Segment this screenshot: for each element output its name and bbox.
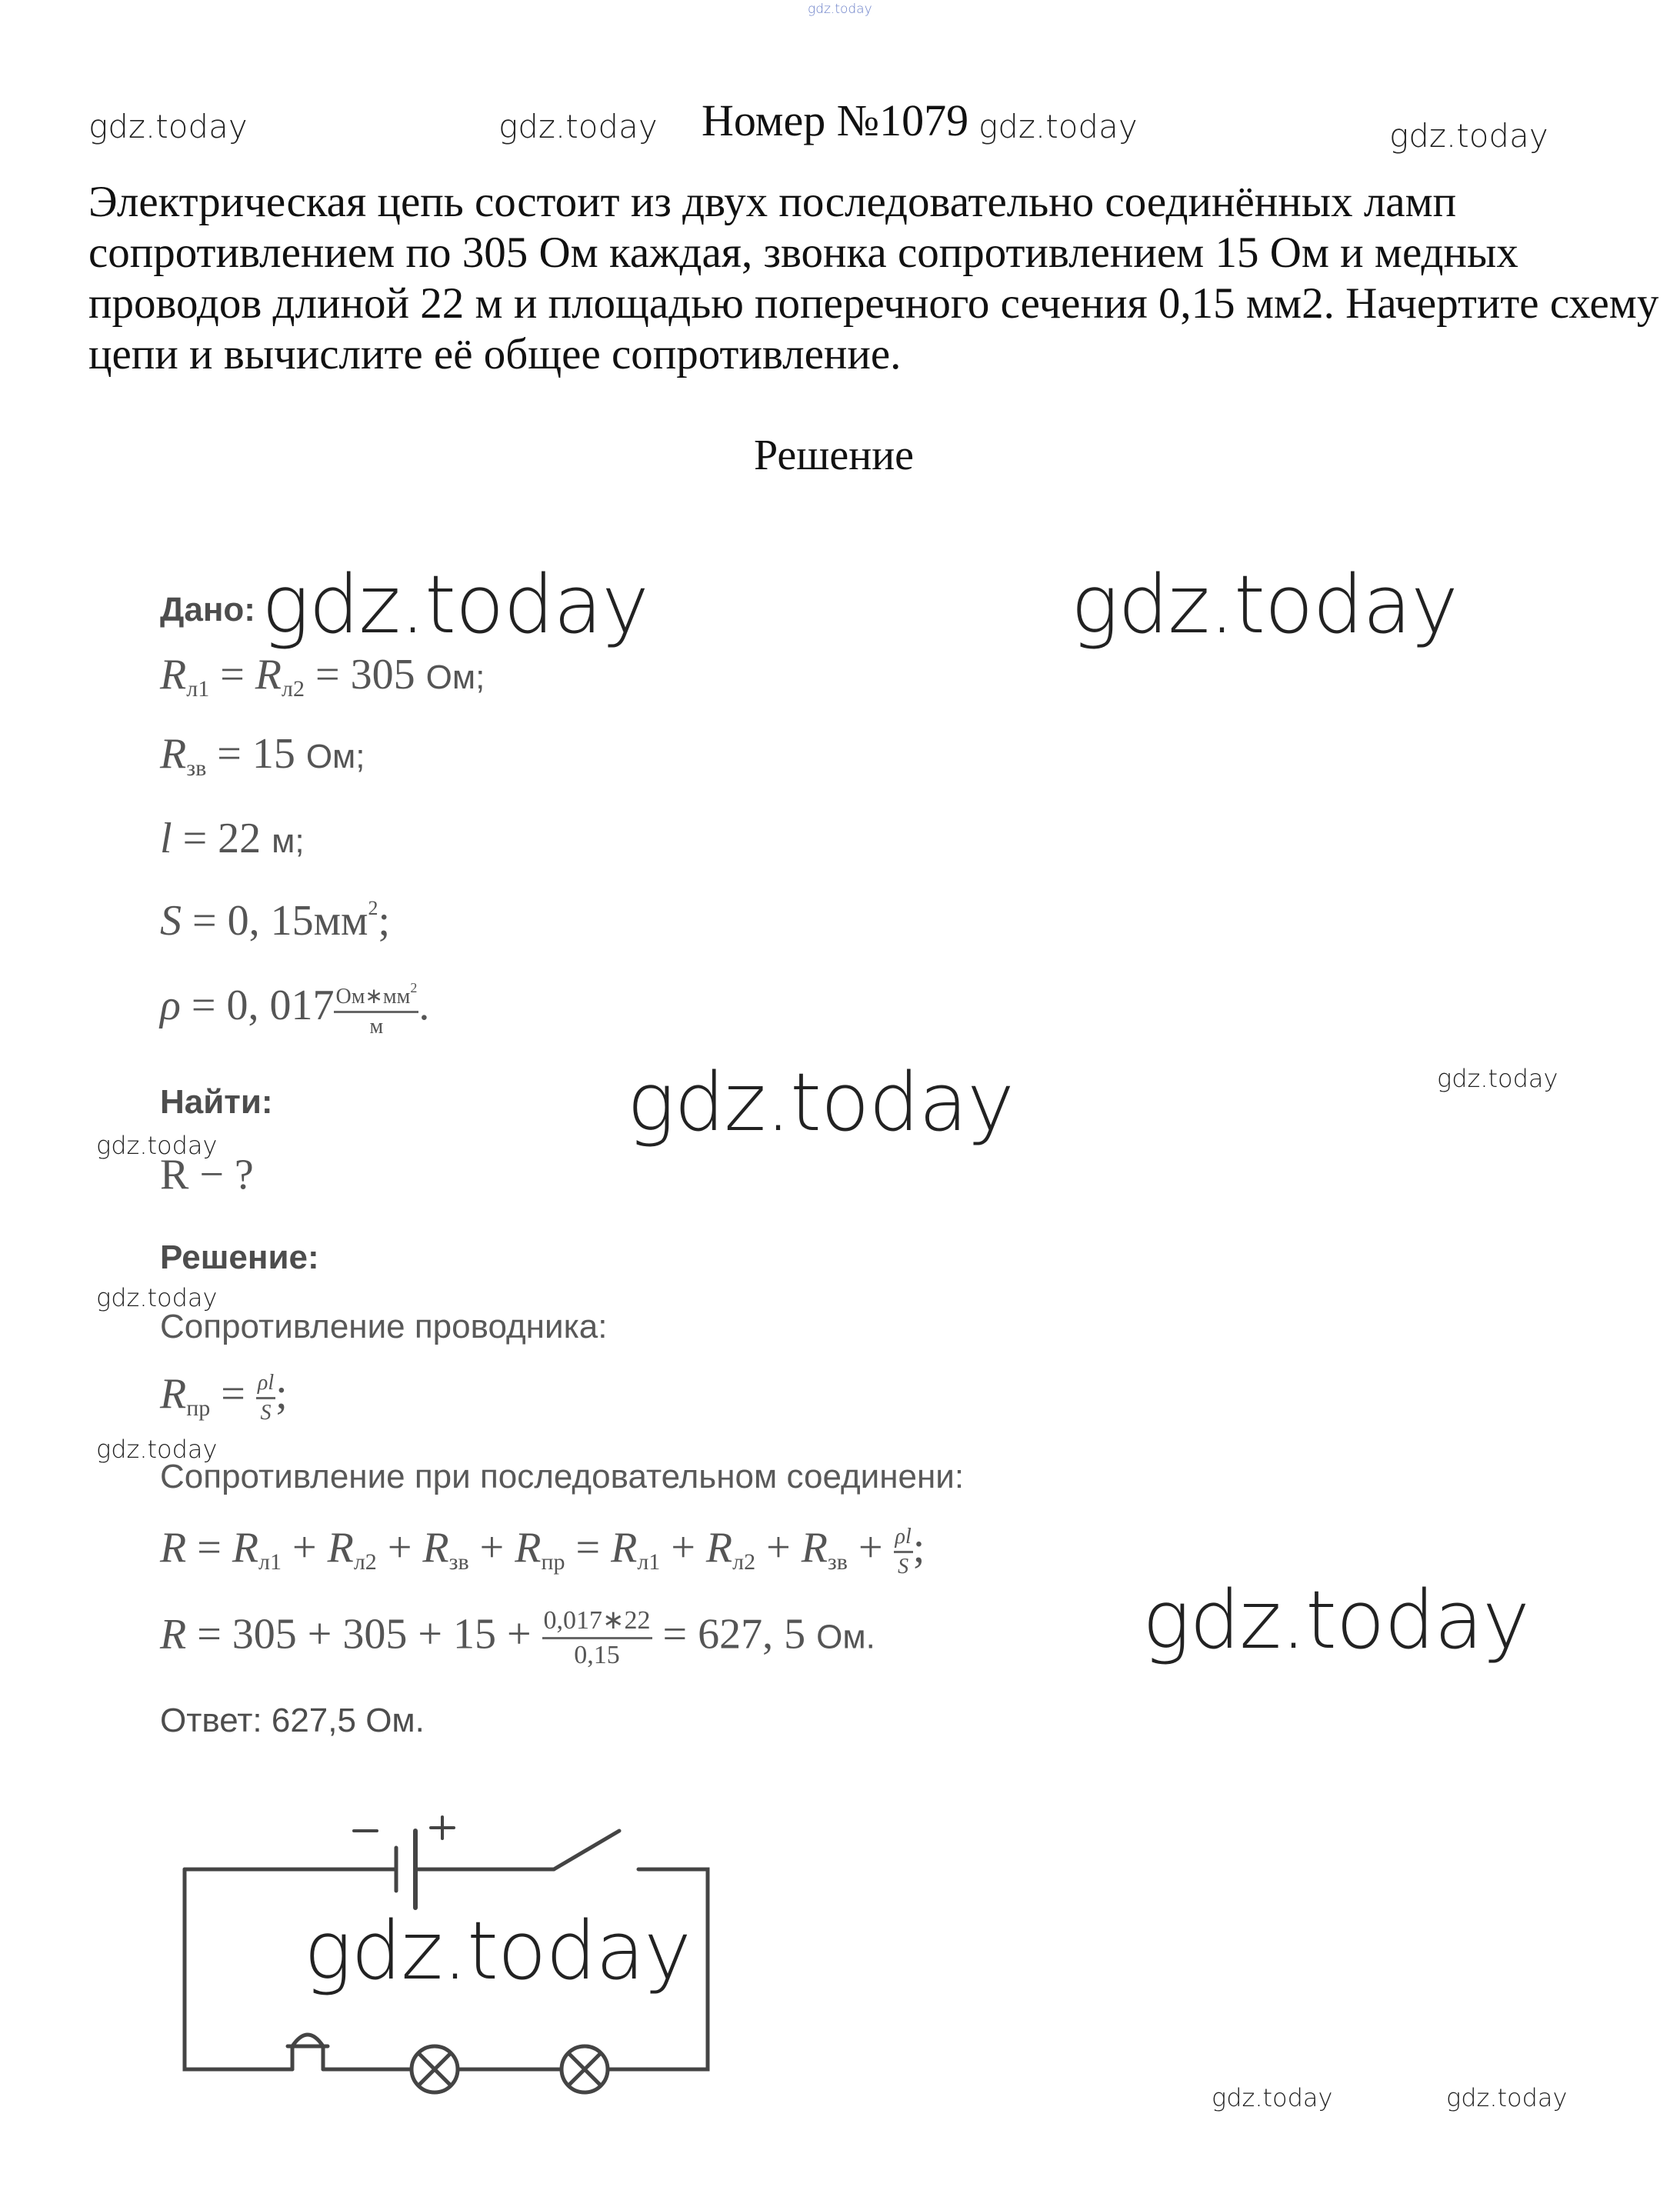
lamp-icon [412, 2046, 458, 2092]
top-watermark: gdz.today [808, 2, 872, 17]
find-value: R − ? [160, 1151, 254, 1199]
watermark: gdz.today [1446, 2083, 1568, 2112]
given-resistivity: ρ = 0, 017 $\frac{Ом∗мм^2}{м}$ . [160, 980, 430, 1039]
calculation: R = 305 + 305 + 15 + $\frac{0,017∗22}{0,15}$ = 627, 5 Ом. [160, 1606, 875, 1669]
task-text: Электрическая цепь состоит из двух последовательно соединённых ламп сопротивлением по 305 Ом каждая, звонка сопротивлением 15 Ом и медных проводов длиной 22 м и площадью поперечного сечения 0,15 мм2. Начертите схему цепи и вычислите её общее сопротивление. [88, 178, 1659, 378]
switch-icon [554, 1831, 619, 1869]
find-label: Найти: [160, 1083, 273, 1121]
solution-label: Решение: [160, 1239, 319, 1276]
given-area: S = 0, $15мм^2$; [160, 897, 391, 945]
series-text: Сопротивление при последовательном соединени: [160, 1458, 965, 1495]
battery-icon [396, 1831, 415, 1908]
solution-heading: Решение [754, 432, 915, 479]
watermark: gdz.today [1437, 1064, 1558, 1093]
given-length: l = 22 м; [160, 815, 305, 862]
bell-icon [288, 2035, 328, 2069]
watermark: gdz.today [1071, 558, 1458, 652]
conductor-resistance-text: Сопротивление проводника: [160, 1308, 608, 1345]
watermark: gdz.today [88, 108, 248, 145]
given-bell-resistance: $R_{зв} = 15$ Ом; [160, 730, 365, 781]
watermark: gdz.today [304, 1904, 691, 1998]
answer: Ответ: 627,5 Ом. [160, 1702, 425, 1739]
series-formula: $R = R_{л1} + R_{л2} + R_{зв} + R_{пр} = R_{л1} + R_{л2} + R_{зв}$ + $\frac{\rho l}{S}$ ; [160, 1524, 925, 1579]
watermark: gdz.today [978, 108, 1138, 145]
page-title: Номер №1079 [702, 95, 969, 145]
watermark: gdz.today [627, 1055, 1014, 1149]
given-label: Дано: [160, 591, 255, 628]
given-lamp-resistance: $R_{л1} = R_{л2} = 305$ Ом; [160, 651, 485, 702]
watermark: gdz.today [1142, 1573, 1529, 1667]
lamp-icon [562, 2046, 608, 2092]
watermark: gdz.today [1389, 117, 1548, 155]
conductor-formula: $R_{пр}$ = $\frac{\rho l}{S}$ ; [160, 1370, 288, 1425]
watermark: gdz.today [96, 1131, 218, 1160]
watermark: gdz.today [498, 108, 658, 145]
wire-left [185, 1869, 292, 2069]
watermark: gdz.today [96, 1283, 218, 1312]
watermark: gdz.today [96, 1435, 218, 1464]
watermark: gdz.today [262, 558, 648, 652]
watermark: gdz.today [1212, 2083, 1333, 2112]
